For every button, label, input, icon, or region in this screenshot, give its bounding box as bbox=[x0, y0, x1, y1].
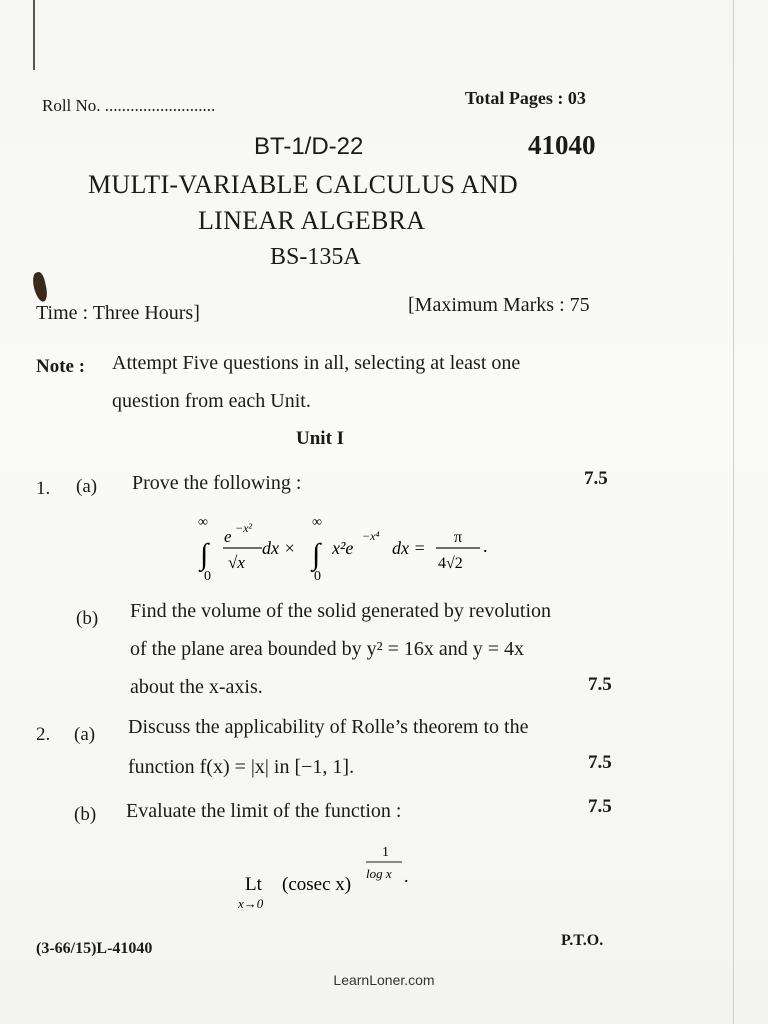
integral-sign-2: ∫ bbox=[312, 538, 321, 571]
exam-code: BT-1/D-22 bbox=[254, 133, 364, 160]
question-1b-line1: Find the volume of the solid generated by revolution bbox=[130, 600, 552, 622]
formula1-period: . bbox=[483, 536, 488, 556]
dx-times: dx × bbox=[262, 538, 296, 558]
roll-number-label: Roll No. .......................... bbox=[42, 96, 216, 115]
question-2a-line2: function f(x) = |x| in [−1, 1]. bbox=[128, 756, 355, 778]
lower-limit-1: 0 bbox=[204, 569, 211, 584]
exponent-denominator: log x bbox=[366, 866, 392, 881]
integrand-2-exponent: −x⁴ bbox=[362, 529, 380, 543]
paper-number: 41040 bbox=[528, 130, 596, 160]
exponent-numerator: 1 bbox=[382, 845, 389, 860]
question-2a-marks: 7.5 bbox=[588, 752, 612, 773]
course-code: BS-135A bbox=[270, 244, 361, 270]
unit-heading: Unit I bbox=[296, 428, 345, 449]
limit-formula-svg bbox=[236, 842, 436, 912]
question-2b-part: (b) bbox=[74, 804, 97, 825]
ink-mark bbox=[31, 271, 49, 303]
question-2a-part: (a) bbox=[74, 724, 96, 745]
limit-operator: Lt bbox=[245, 874, 262, 895]
note-label: Note : bbox=[36, 356, 86, 377]
note-line1: Attempt Five questions in all, selecting at least one bbox=[112, 352, 521, 374]
total-pages: Total Pages : 03 bbox=[465, 88, 586, 108]
time-duration: Time : Three Hours] bbox=[36, 302, 200, 324]
question-1a-marks: 7.5 bbox=[584, 468, 608, 489]
fraction1-denominator: √x bbox=[228, 553, 245, 572]
integrand-2: x²e bbox=[332, 538, 354, 558]
maximum-marks: [Maximum Marks : 75 bbox=[408, 294, 590, 316]
please-turn-over: P.T.O. bbox=[561, 932, 604, 949]
subject-title-line2: LINEAR ALGEBRA bbox=[198, 206, 426, 235]
integral-formula-svg bbox=[196, 512, 516, 587]
rhs-denominator: 4√2 bbox=[438, 555, 463, 572]
lower-limit-2: 0 bbox=[314, 569, 321, 584]
rhs-numerator: π bbox=[454, 529, 463, 546]
source-watermark: LearnLoner.com bbox=[333, 972, 435, 988]
footer-paper-code: (3-66/15)L-41040 bbox=[36, 940, 153, 957]
question-1a-part: (a) bbox=[76, 476, 98, 497]
scan-edge-line bbox=[33, 0, 35, 70]
question-2-number: 2. bbox=[36, 724, 51, 745]
fraction1-numerator-exponent: −x² bbox=[235, 521, 253, 535]
limit-formula bbox=[236, 842, 436, 912]
question-2b-marks: 7.5 bbox=[588, 796, 612, 817]
upper-limit-2: ∞ bbox=[312, 515, 322, 530]
scan-edge-line-right bbox=[733, 0, 734, 1024]
upper-limit-1: ∞ bbox=[198, 515, 208, 530]
question-1-number: 1. bbox=[36, 478, 51, 499]
subject-title-line1: MULTI-VARIABLE CALCULUS AND bbox=[88, 170, 518, 199]
formula2-period: . bbox=[404, 866, 409, 886]
note-line2: question from each Unit. bbox=[112, 390, 311, 412]
dx-equals: dx = bbox=[392, 538, 426, 558]
question-2b-text: Evaluate the limit of the function : bbox=[126, 800, 402, 822]
limit-base: (cosec x) bbox=[282, 874, 352, 895]
question-2a-line1: Discuss the applicability of Rolle’s theorem to the bbox=[128, 716, 529, 738]
question-1a-text: Prove the following : bbox=[132, 472, 302, 494]
question-1b-marks: 7.5 bbox=[588, 674, 612, 695]
question-1b-part: (b) bbox=[76, 608, 99, 629]
limit-subscript: x→0 bbox=[238, 896, 264, 911]
fraction1-numerator: e bbox=[224, 527, 232, 546]
question-1b-line2: of the plane area bounded by y² = 16x and y = 4x bbox=[130, 638, 525, 660]
integral-sign-1: ∫ bbox=[200, 538, 209, 571]
question-1b-line3: about the x-axis. bbox=[130, 676, 263, 698]
integral-formula bbox=[196, 512, 516, 587]
